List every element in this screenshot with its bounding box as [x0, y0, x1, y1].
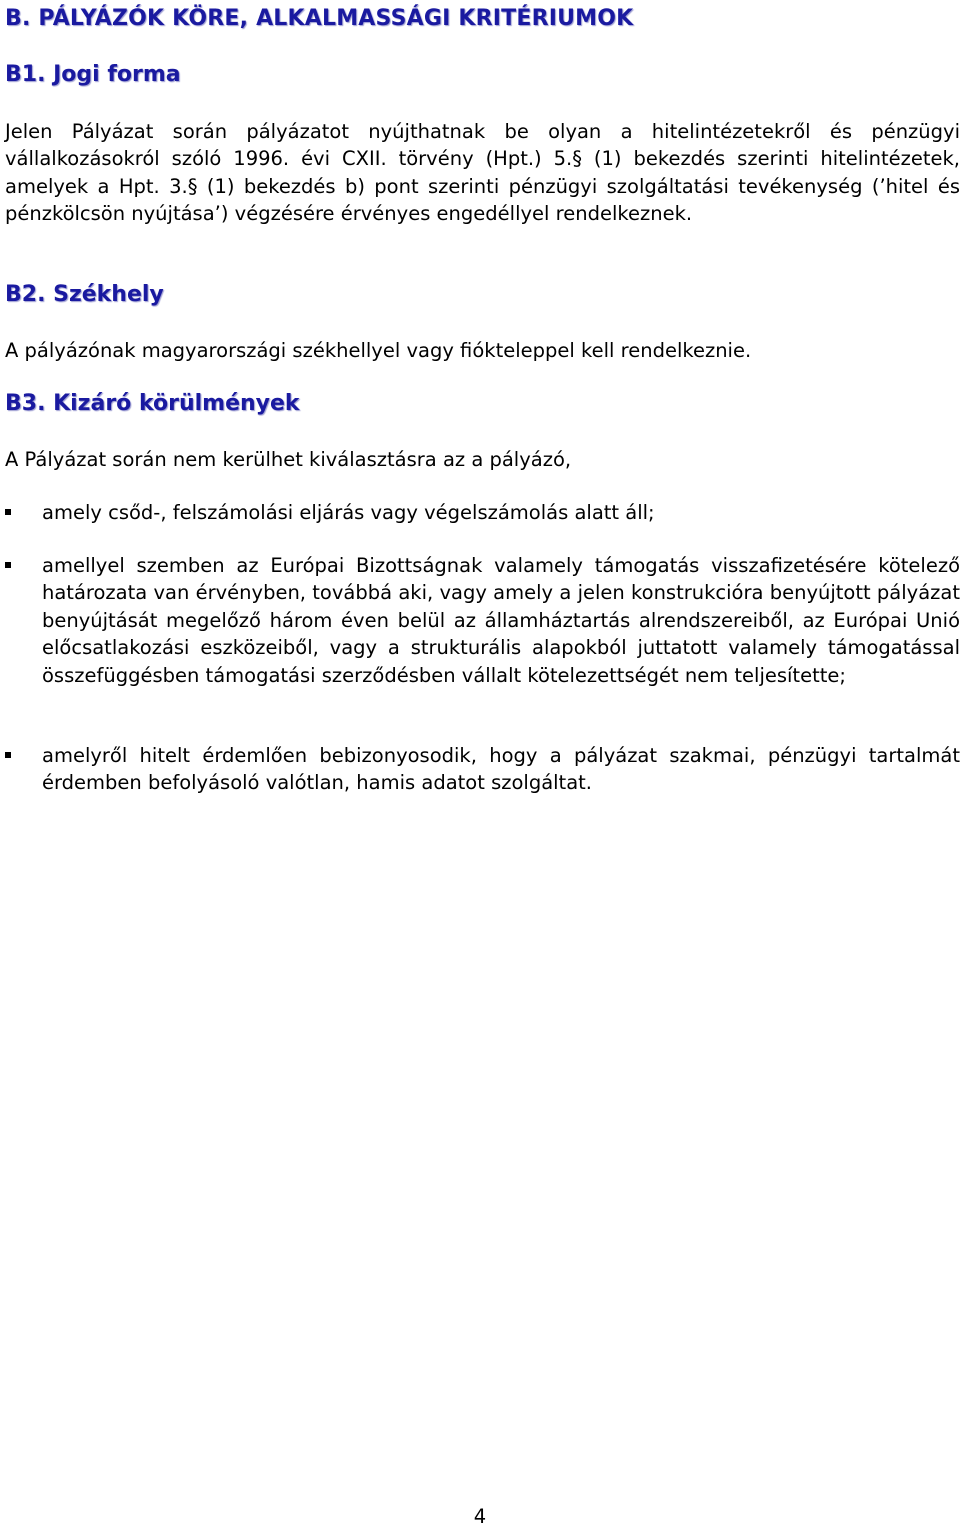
square-bullet-icon — [5, 752, 11, 758]
main-heading: B. PÁLYÁZÓK KÖRE, ALKALMASSÁGI KRITÉRIUMOK — [5, 6, 634, 31]
list-item-text: amelyről hitelt érdemlően bebizonyosodik, hogy a pályázat szakmai, pénzügyi tartalmát érdemben befolyásoló valótlan, hamis adatot szolgáltat. — [42, 744, 960, 795]
section-text-exclusion: A Pályázat során nem kerülhet kiválasztásra az a pályázó, — [5, 448, 572, 471]
list-item-text: amely csőd-, felszámolási eljárás vagy végelszámolás alatt áll; — [42, 501, 655, 524]
list-item-text: amellyel szemben az Európai Bizottságnak valamely támogatás visszafizetésére kötelező határozata van érvényben, továbbá aki, vagy amely a jelen konstrukcióra benyújtott pályázat benyújtását megelőző három éven belül az államháztartás alrendszereiből, az Európai Unió előcsatlakozási eszközeiből, vagy a strukturális alapokból juttatott valamely támogatással összefüggésben támogatási szerződésben vállalt kötelezettségét nem teljesítette; — [42, 554, 960, 687]
section-title-headquarters: B2. Székhely — [5, 282, 164, 307]
square-bullet-icon — [5, 562, 11, 568]
section-text-headquarters: A pályázónak magyarországi székhellyel vagy fiókteleppel kell rendelkeznie. — [5, 339, 752, 362]
page-number: 4 — [473, 1505, 487, 1528]
list-item — [5, 499, 960, 526]
section-title-legal-form: B1. Jogi forma — [5, 62, 181, 87]
list-item — [5, 552, 960, 689]
list-item — [5, 742, 960, 797]
section-text-legal-form: Jelen Pályázat során pályázatot nyújthatnak be olyan a hitelintézetekről és pénzügyi vállalkozásokról szóló 1996. évi CXII. törvény (Hpt.) 5.§ (1) bekezdés szerinti hitelintézetek, amelyek a Hpt. 3.§ (1) bekezdés b) pont szerinti pénzügyi szolgáltatási tevékenység (’hitel és pénzkölcsön nyújtása’) végzésére érvényes engedéllyel rendelkeznek. — [5, 120, 960, 226]
section-title-exclusion: B3. Kizáró körülmények — [5, 391, 300, 416]
square-bullet-icon — [5, 509, 11, 515]
